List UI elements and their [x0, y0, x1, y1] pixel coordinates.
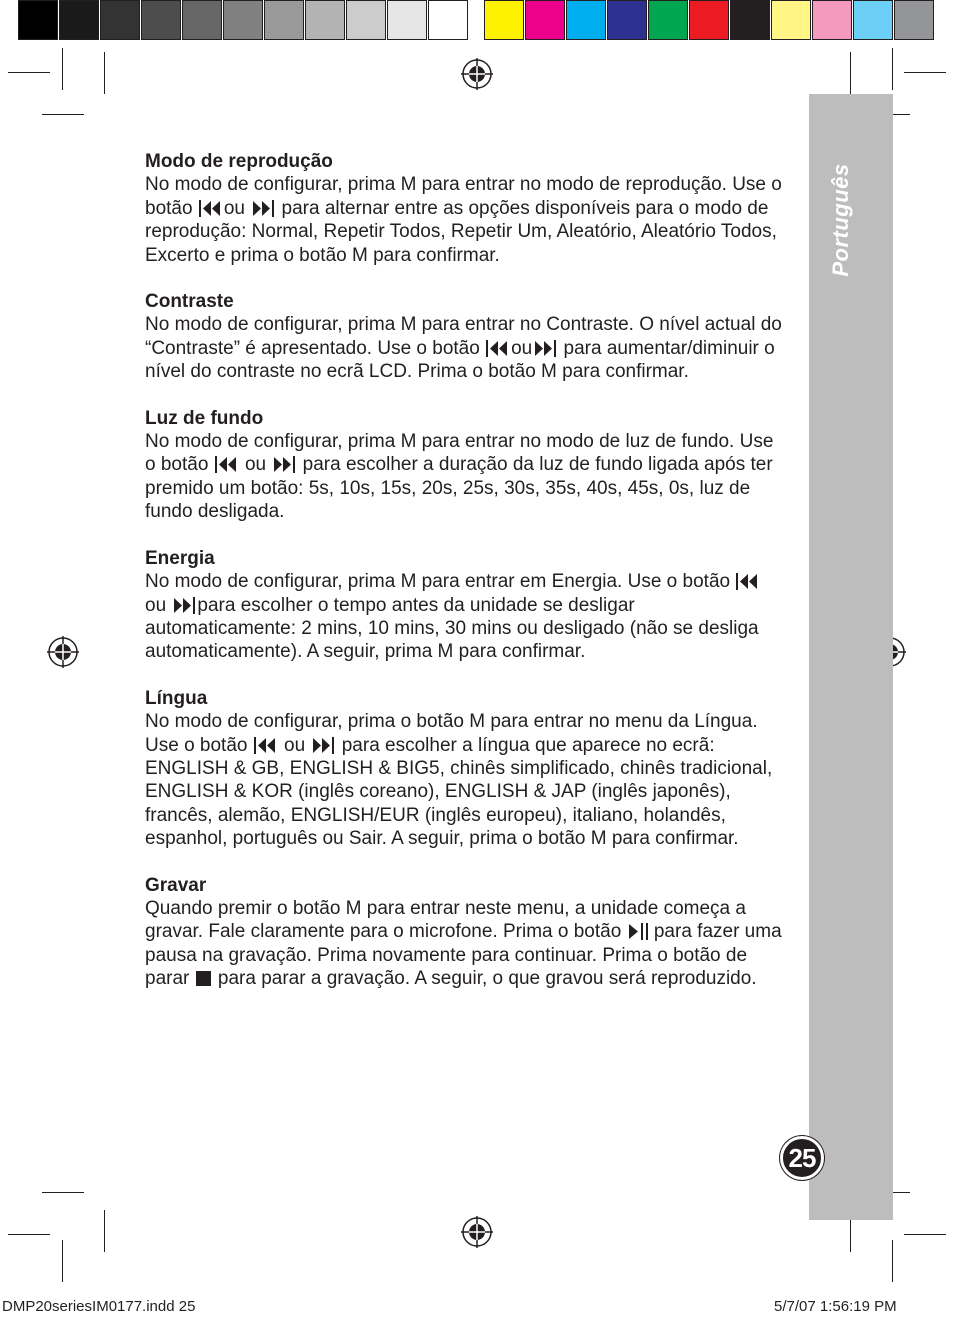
section-energia	[145, 547, 785, 664]
section-body	[145, 570, 785, 664]
body-text: ou	[239, 454, 272, 476]
gray-swatch	[223, 0, 263, 40]
crop-mark	[892, 1240, 893, 1282]
section-title: Contraste	[145, 291, 234, 313]
crop-mark	[104, 52, 105, 94]
color-swatch	[607, 0, 647, 40]
print-timestamp: 5/7/07 1:56:19 PM	[774, 1298, 897, 1315]
color-calibration-bar	[484, 0, 935, 44]
body-text: para escolher a duração da luz de fundo ligada após ter premido um botão: 5s, 10s, 15s, 20s, 25s, 30s, 35s, 40s, 45s, 0s, luz de fundo desligada.	[145, 454, 773, 523]
crop-mark	[62, 48, 63, 90]
color-swatch	[648, 0, 688, 40]
crop-mark	[8, 1234, 50, 1235]
body-text: ou	[511, 337, 533, 359]
body-text: para alternar entre as opções disponíveis para o modo de reprodução: Normal, Repetir Todos, Repetir Um, Aleatório, Aleatório Todos, Excerto e prima o botão M para confirmar.	[145, 197, 777, 266]
color-swatch	[484, 0, 524, 40]
next-icon	[171, 597, 197, 614]
color-swatch	[812, 0, 852, 40]
page-number-badge: 25	[780, 1136, 824, 1180]
section-l-ngua	[145, 687, 785, 851]
section-body	[145, 897, 785, 991]
body-text: No modo de configurar, prima o botão M para entrar no menu da Língua. Use o botão	[145, 711, 758, 756]
body-text: ou	[223, 197, 251, 219]
section-body	[145, 430, 785, 524]
gray-swatch	[100, 0, 140, 40]
section-body	[145, 710, 785, 850]
language-label: Português	[828, 163, 853, 277]
grayscale-calibration-bar	[18, 0, 469, 44]
next-icon	[532, 340, 558, 357]
crop-mark	[892, 48, 893, 90]
crop-mark	[8, 72, 50, 73]
color-swatch	[689, 0, 729, 40]
body-text: para escolher o tempo antes da unidade se desligar automaticamente: 2 mins, 10 mins, 30 mins ou desligado (não se desliga automaticamente). A seguir, prima M para confirmar.	[145, 594, 759, 663]
body-text: ou	[145, 594, 172, 616]
body-text: para fazer uma pausa na gravação. Prima novamente para continuar. Prima o botão de parar	[145, 921, 782, 990]
gray-swatch	[346, 0, 386, 40]
section-luz-de-fundo	[145, 407, 785, 524]
gray-swatch	[305, 0, 345, 40]
body-text: No modo de configurar, prima M para entrar em Energia. Use o botão	[145, 571, 736, 593]
section-title: Gravar	[145, 874, 207, 896]
section-modo-de-reprodu-o	[145, 150, 785, 267]
section-title: Modo de reprodução	[145, 151, 333, 172]
crop-mark	[104, 1210, 105, 1252]
body-text: para parar a gravação. A seguir, o que gravou será reproduzido.	[212, 968, 757, 990]
prev-icon	[214, 456, 240, 473]
prev-icon	[198, 200, 224, 217]
crop-mark	[850, 52, 851, 94]
crop-mark	[904, 72, 946, 73]
crop-mark	[62, 1240, 63, 1282]
body-text: No modo de configurar, prima M para entrar no modo de luz de fundo. Use o botão	[145, 431, 774, 476]
next-icon	[250, 200, 276, 217]
next-icon	[271, 456, 297, 473]
registration-target-icon	[461, 58, 493, 90]
prev-icon	[253, 737, 279, 754]
prev-icon	[735, 573, 761, 590]
crop-mark	[42, 114, 84, 115]
play-pause-icon	[627, 923, 649, 940]
body-text: No modo de configurar, prima M para entrar no modo de reprodução. Use o botão	[145, 174, 782, 219]
gray-swatch	[428, 0, 468, 40]
section-contraste	[145, 290, 785, 384]
body-text: Quando premir o botão M para entrar neste menu, a unidade começa a gravar. Fale claramente para o microfone. Prima o botão	[145, 897, 746, 943]
stop-icon	[195, 970, 213, 987]
section-title: Luz de fundo	[145, 407, 264, 429]
language-tab-label	[826, 150, 856, 290]
body-text: ou	[278, 734, 311, 756]
body-text: No modo de configurar, prima M para entrar no Contraste. O nível actual do “Contraste” é apresentado. Use o botão	[145, 314, 782, 359]
section-body	[145, 173, 785, 267]
section-title: Energia	[145, 547, 215, 569]
registration-target-icon	[461, 1216, 493, 1248]
color-swatch	[730, 0, 770, 40]
body-text: para escolher a língua que aparece no ecrã: ENGLISH & GB, ENGLISH & BIG5, chinês simplificado, chinês tradicional, ENGLISH & KOR (inglês coreano), ENGLISH & JAP (inglês japonês), francês, alemão, ENGLISH/EUR (inglês europeu), italiano, holandês, espanhol, português ou Sair. A seguir, prima o botão M para confirmar.	[145, 734, 773, 850]
section-gravar	[145, 874, 785, 991]
color-swatch	[525, 0, 565, 40]
gray-swatch	[18, 0, 58, 40]
gray-swatch	[141, 0, 181, 40]
gray-swatch	[59, 0, 99, 40]
next-icon	[310, 737, 336, 754]
crop-mark	[904, 1234, 946, 1235]
color-swatch	[771, 0, 811, 40]
section-title: Língua	[145, 687, 208, 709]
color-swatch	[853, 0, 893, 40]
body-text: para aumentar/diminuir o nível do contraste no ecrã LCD. Prima o botão M para confirmar.	[145, 337, 775, 383]
prev-icon	[485, 340, 511, 357]
manual-body	[145, 150, 785, 1014]
gray-swatch	[264, 0, 304, 40]
crop-mark	[42, 1192, 84, 1193]
file-slug: DMP20seriesIM0177.indd 25	[2, 1298, 196, 1315]
section-body	[145, 313, 785, 383]
gray-swatch	[182, 0, 222, 40]
gray-swatch	[387, 0, 427, 40]
color-swatch	[894, 0, 934, 40]
registration-target-icon	[47, 636, 79, 668]
color-swatch	[566, 0, 606, 40]
